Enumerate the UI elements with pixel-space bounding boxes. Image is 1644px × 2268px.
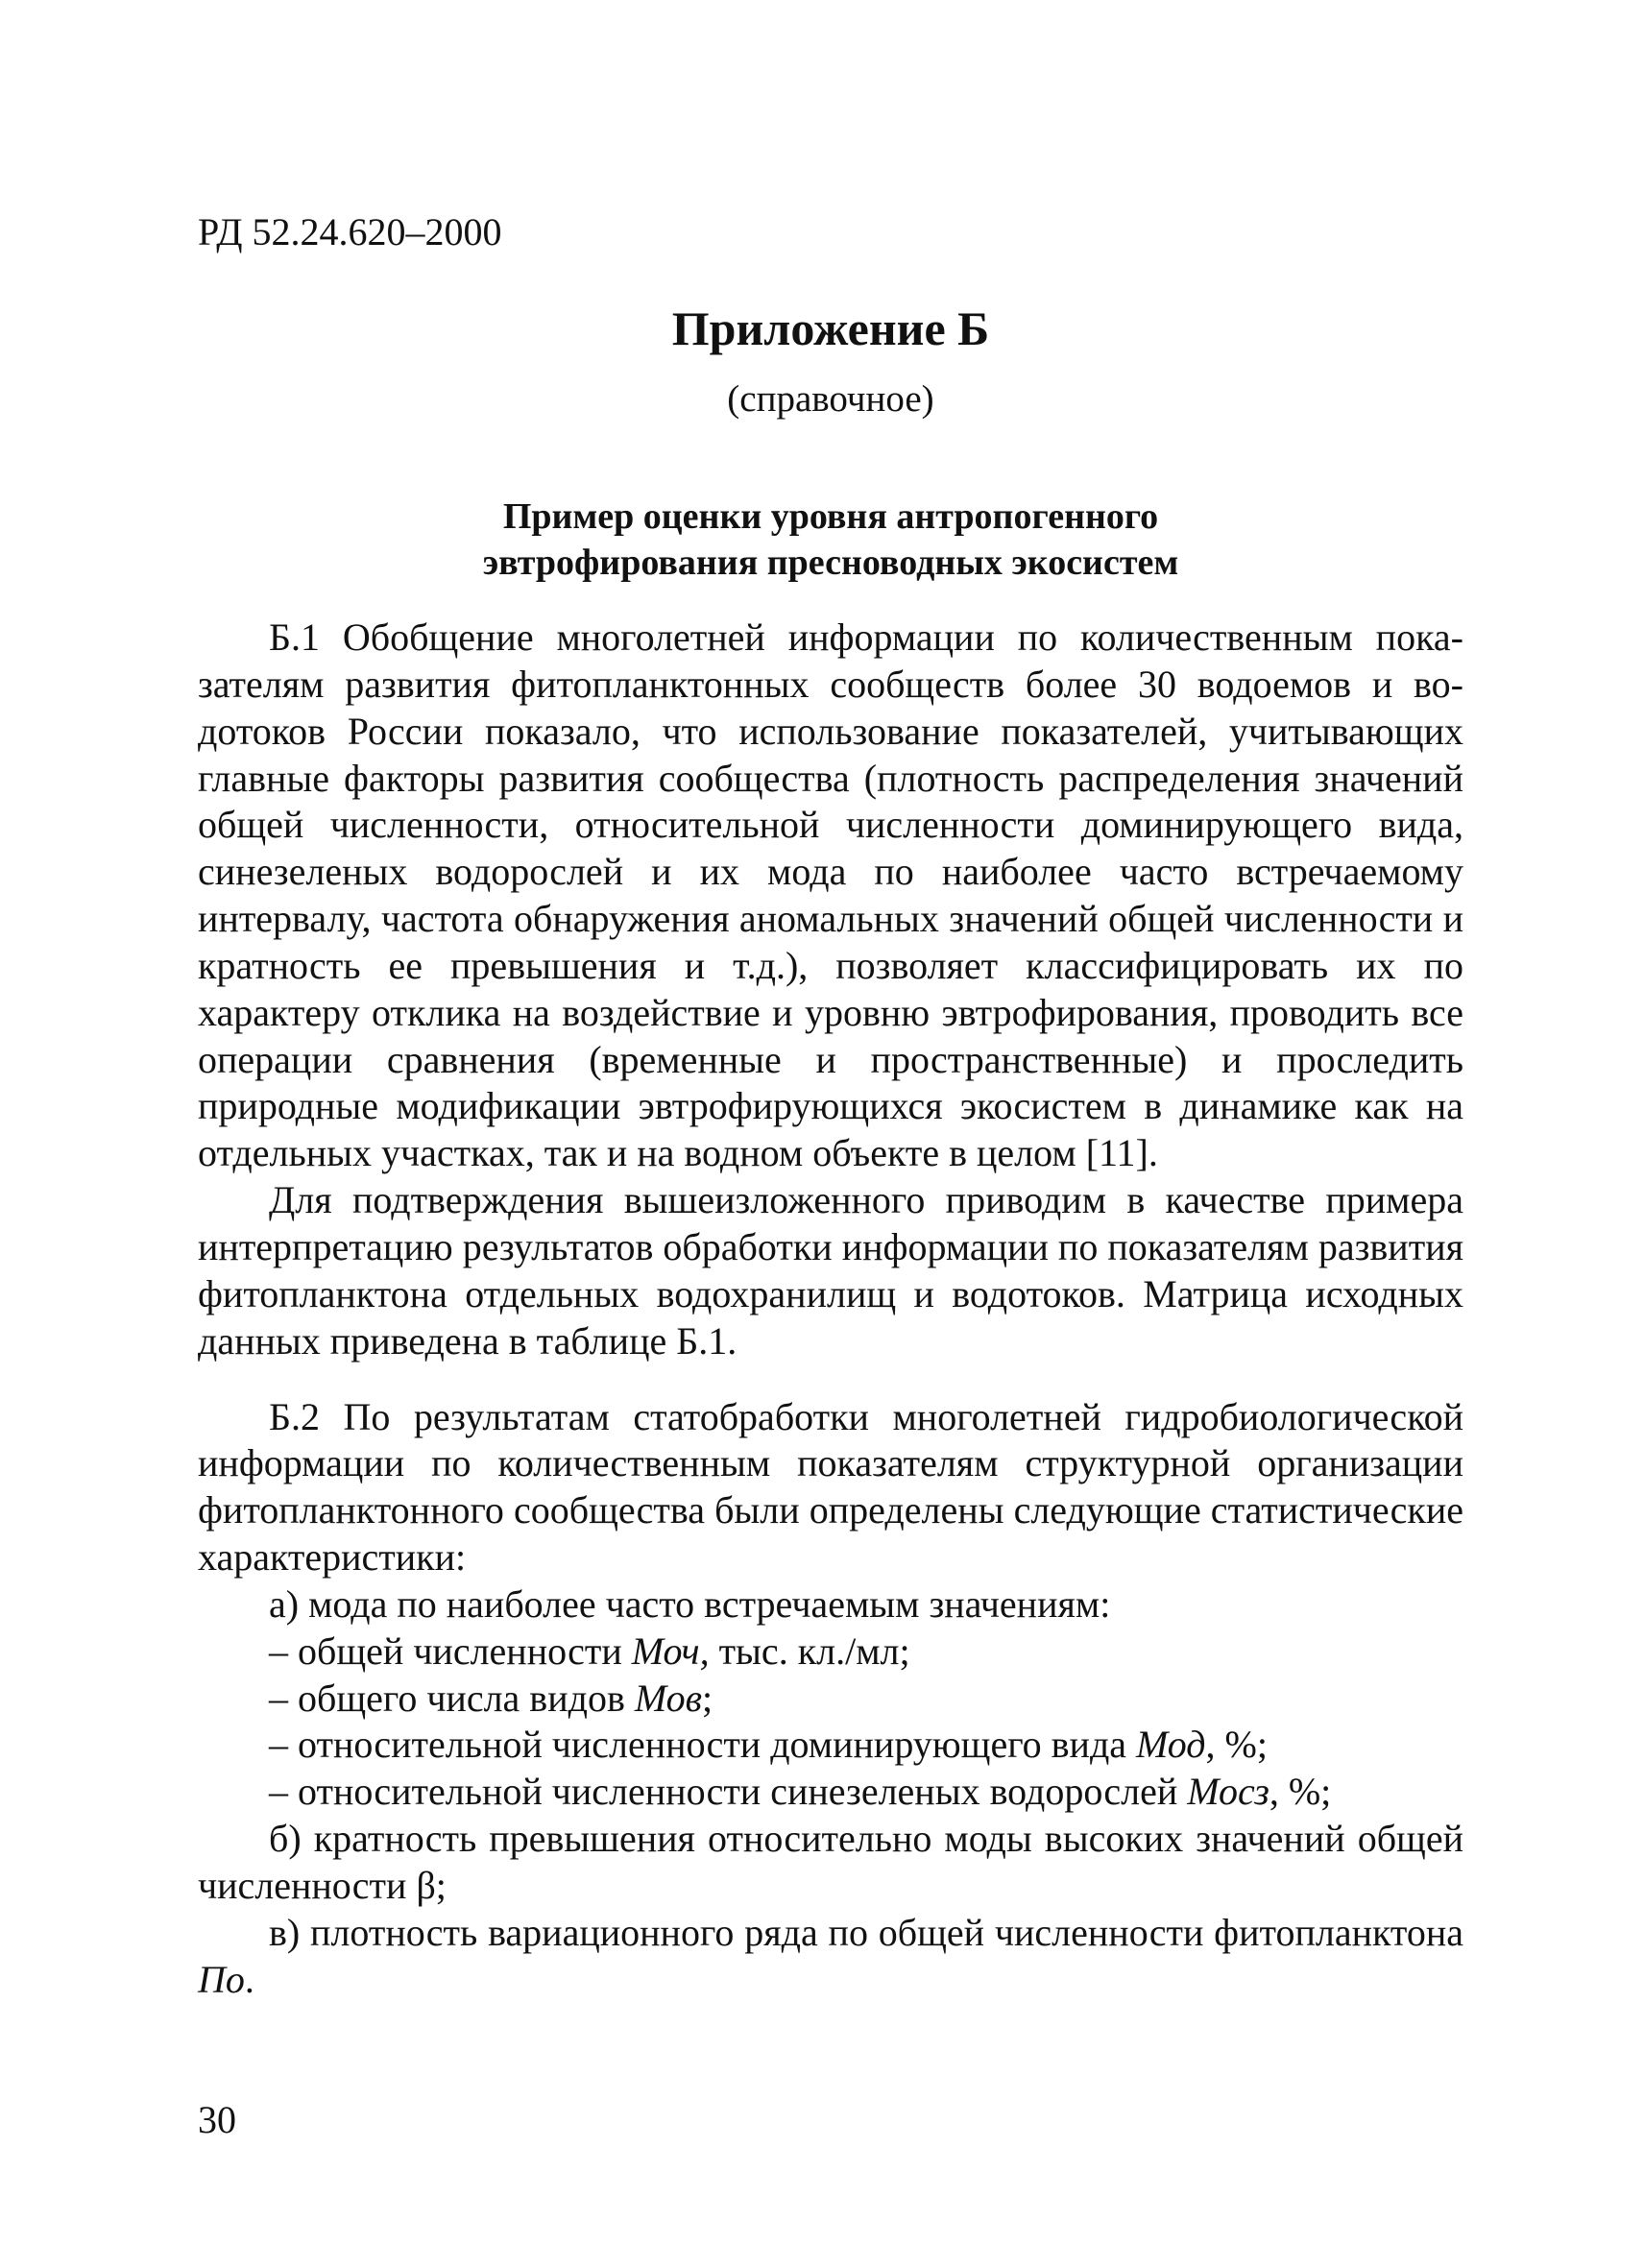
paragraph-b2: Б.2 По результатам статобработки многолетней гидробиологической информации по количественным показателям структурной организации фитопланктонного сообщества были определены следующие статистические характеристики: bbox=[198, 1394, 1463, 1580]
symbol-moch: Моч, bbox=[631, 1629, 710, 1673]
symbol-po: По bbox=[198, 1957, 245, 2001]
paragraph-confirmation: Для подтверждения вышеизложенного приводим в качестве примера интерпретацию результатов обработки информации по показателям развития фитопланктона отдельных водохранилищ и водотоков. Матрица исходных данных приведена в таблице Б.1. bbox=[198, 1178, 1463, 1363]
item-v-text: в) плотность вариационного ряда по общей численности фитопланктона bbox=[269, 1910, 1463, 1954]
symbol-mov: Мов bbox=[634, 1676, 702, 1720]
section-title-line-1: Пример оценки уровня антропогенного bbox=[502, 496, 1159, 537]
dash-text: – относительной численности доминирующего вида bbox=[269, 1723, 1137, 1767]
list-item-a: а) мода по наиболее часто встречаемым значениям: bbox=[269, 1581, 1111, 1626]
dash-tail: тыс. кл./мл; bbox=[709, 1629, 910, 1673]
symbol-mod: Мод bbox=[1136, 1723, 1206, 1767]
dash-tail: ; bbox=[701, 1676, 713, 1720]
dash-text: – общей численности bbox=[269, 1629, 632, 1673]
list-item-v bbox=[198, 1910, 1463, 2004]
page-number: 30 bbox=[198, 2098, 236, 2141]
paragraph-b1: Б.1 Обобщение многолетней информации по количественным показателям развития фитопланктонных сообществ более 30 водоемов и водотоков России показало, что использование показателей, учитывающих главные факторы развития сообщества (плотность распределения значений общей численности, относительной численности доминирующего вида, синезеленых водорослей и их мода по наиболее часто встречаемому интервалу, частота обнаружения аномальных значений общей численности и кратность ее превышения и т.д.), позволяет классифицировать их по характеру отклика на воздействие и уровню эвтрофирования, проводить все операции сравнения (временные и пространственные) и проследить природные модификации эвтрофирующихся экосистем в динамике как на отдельных участках, так и на водном объекте в целом [11]. bbox=[198, 615, 1463, 1175]
list-dash-blue-green-algae bbox=[198, 1769, 1463, 1816]
list-dash-dominant-species bbox=[198, 1722, 1463, 1769]
body-text bbox=[198, 615, 1463, 2003]
document-code-header: РД 52.24.620–2000 bbox=[198, 210, 502, 253]
item-v-tail: . bbox=[244, 1957, 254, 2001]
dash-text: – относительной численности синезеленых водорослей bbox=[269, 1770, 1188, 1814]
dash-text: – общего числа видов bbox=[269, 1676, 635, 1720]
symbol-mosz: Мосз bbox=[1187, 1770, 1269, 1814]
list-dash-species-count bbox=[198, 1676, 1463, 1723]
section-title bbox=[198, 494, 1463, 586]
dash-tail: , %; bbox=[1269, 1770, 1332, 1814]
list-dash-total-abundance bbox=[198, 1629, 1463, 1676]
list-item-b: б) кратность превышения относительно моды высоких значений общей численности β; bbox=[198, 1817, 1463, 1907]
appendix-subtitle: (справочное) bbox=[727, 378, 934, 420]
appendix-title: Приложение Б bbox=[671, 302, 990, 355]
section-title-line-2: эвтрофирования пресноводных экосистем bbox=[482, 543, 1179, 583]
dash-tail: , %; bbox=[1205, 1723, 1268, 1767]
